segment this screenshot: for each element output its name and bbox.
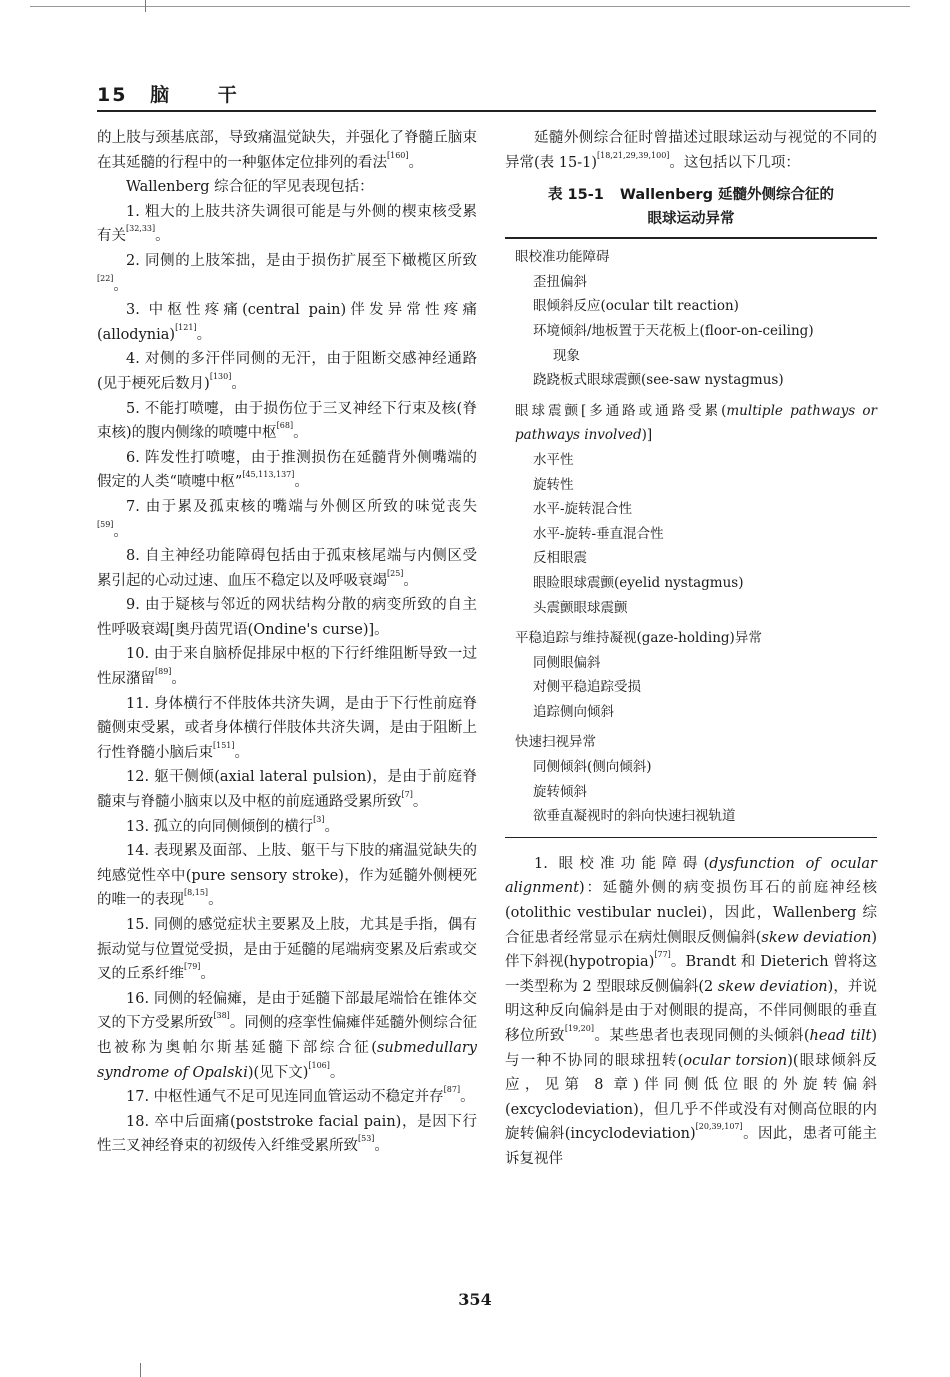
citation: [18,21,29,39,100] xyxy=(597,150,670,160)
table-row: 眼睑眼球震颤(eyelid nystagmus) xyxy=(533,574,744,591)
list-item: 18. 卒中后面痛(poststroke facial pain)，是因下行性三叉神经脊束的初级传入纤维受累所致[53]。 xyxy=(97,1113,477,1155)
table-bottom-rule xyxy=(505,837,877,838)
table-row: 同侧倾斜(侧向倾斜) xyxy=(533,759,652,776)
table-row: 水平-旋转混合性 xyxy=(533,501,633,518)
table-row: 追踪侧向倾斜 xyxy=(533,703,614,720)
citation: [45,113,137] xyxy=(242,470,295,480)
chapter-title-1: 脑 xyxy=(150,84,172,106)
list-item: 16. 同侧的轻偏瘫，是由于延髓下部最尾端恰在锥体交叉的下方受累所致[38]。同侧的痉挛性偏瘫伴延髓外侧综合征也被称为奥帕尔斯基延髓下部综合征(submedullary syndrome of Opalski)(见下文)[106]。 xyxy=(97,990,478,1081)
top-rule xyxy=(30,6,910,7)
citation: [79] xyxy=(184,962,201,972)
table-row: 歪扭偏斜 xyxy=(533,273,587,290)
table-row: 反相眼震 xyxy=(533,550,587,567)
paragraph: 延髓外侧综合征时曾描述过眼球运动与视觉的不同的异常(表 15-1)[18,21,29,39,100]。这包括以下几项： xyxy=(505,130,877,171)
crop-mark xyxy=(140,1363,141,1377)
table-row: 现象 xyxy=(553,347,580,364)
running-header xyxy=(97,80,239,107)
page-number: 354 xyxy=(458,1290,492,1309)
list-item: 9. 由于疑核与邻近的网状结构分散的病变所致的自主性呼吸衰竭[奥丹茵咒语(Ondine's curse)]。 xyxy=(97,597,477,638)
citation: [106] xyxy=(308,1060,330,1070)
list-item: 13. 孤立的向同侧倾倒的横行[3]。 xyxy=(126,814,340,835)
crop-mark xyxy=(145,0,146,12)
table-row: 欲垂直凝视时的斜向快速扫视轨道 xyxy=(533,808,736,825)
citation: [22] xyxy=(97,273,114,283)
citation: [77] xyxy=(654,950,671,960)
citation: [59] xyxy=(97,519,114,529)
citation: [130] xyxy=(209,371,232,381)
list-item: 4. 对侧的多汗伴同侧的无汗，由于阻断交感神经通路(见于梗死后数月)[130]。 xyxy=(97,351,477,392)
table-row: 跷跷板式眼球震颤(see-saw nystagmus) xyxy=(533,372,784,389)
intro-line: Wallenberg 综合征的罕见表现包括： xyxy=(126,179,374,196)
table-row: 对侧平稳追踪受损 xyxy=(533,679,641,696)
list-item: 1. 粗大的上肢共济失调很可能是与外侧的楔束核受累有关[32,33]。 xyxy=(97,203,477,245)
table-group xyxy=(515,245,877,393)
citation: [151] xyxy=(213,740,235,750)
list-item: 2. 同侧的上肢笨拙，是由于损伤扩展至下橄榄区所致[22]。 xyxy=(97,252,477,294)
list-item: 12. 躯干侧倾(axial lateral pulsion)，是由于前庭脊髓束与脊髓小脑束以及中枢的前庭通路受累所致[7]。 xyxy=(97,769,477,811)
chapter-number: 15 xyxy=(97,84,128,106)
table-group xyxy=(515,626,877,724)
list-item: 11. 身体横行不伴肢体共济失调，是由于下行性前庭脊髓侧束受累，或者身体横行伴肢体共济失调，是由于阻断上行性脊髓小脑后束[151]。 xyxy=(97,695,477,761)
group-title: 快速扫视异常 xyxy=(515,734,596,751)
list-item: 3. 中枢性疼痛(central pain)伴发异常性疼痛(allodynia)[121]。 xyxy=(97,302,477,343)
table-row: 旋转性 xyxy=(533,476,574,493)
list-item: 6. 阵发性打喷嚏，由于推测损伤在延髓背外侧嘴端的假定的人类“喷嚏中枢”[45,113,137]。 xyxy=(97,449,477,491)
table-row: 眼倾斜反应(ocular tilt reaction) xyxy=(533,298,739,315)
group-title: 眼校准功能障碍 xyxy=(515,249,610,266)
table-number: 表 15-1 xyxy=(548,187,604,204)
group-title: 眼球震颤[多通路或通路受累(multiple pathways or pathways involved)] xyxy=(515,402,877,444)
citation: [32,33] xyxy=(126,224,156,234)
table-row: 头震颤眼球震颤 xyxy=(533,599,628,616)
right-column xyxy=(505,126,877,1172)
chapter-title-2: 干 xyxy=(217,84,239,106)
list-item: 5. 不能打喷嚏，由于损伤位于三叉神经下行束及核(脊束核)的腹内侧缘的喷嚏中枢[68]。 xyxy=(97,400,477,442)
list-item: 7. 由于累及孤束核的嘴端与外侧区所致的味觉丧失[59]。 xyxy=(97,498,477,540)
group-title: 平稳追踪与维持凝视(gaze-holding)异常 xyxy=(515,630,762,647)
citation: [8,15] xyxy=(184,888,209,898)
citation: [89] xyxy=(155,667,172,677)
list-item: 8. 自主神经功能障碍包括由于孤束核尾端与内侧区受累引起的心动过速、血压不稳定以及呼吸衰竭[25]。 xyxy=(97,548,477,589)
list-item: 10. 由于来自脑桥促排尿中枢的下行纤维阻断导致一过性尿潴留[89]。 xyxy=(97,646,477,688)
table-row: 环境倾斜/地板置于天花板上(floor-on-ceiling) xyxy=(533,322,814,339)
citation: [87] xyxy=(443,1085,461,1095)
table-row: 旋转倾斜 xyxy=(533,783,587,800)
paragraph: 的上肢与颈基底部，导致痛温觉缺失，并强化了脊髓丘脑束在其延髓的行程中的一种躯体定位排列的看法[160]。 xyxy=(97,130,477,171)
table-row: 同侧眼偏斜 xyxy=(533,654,601,671)
citation: [25] xyxy=(387,568,404,578)
table-group xyxy=(515,730,877,828)
citation: [7] xyxy=(401,790,413,800)
table-caption: 表 15-1 Wallenberg 延髓外侧综合征的 眼球运动异常 xyxy=(548,187,834,228)
table-row: 水平性 xyxy=(533,451,574,468)
citation: [53] xyxy=(358,1134,375,1144)
citation: [19,20] xyxy=(564,1024,594,1033)
citation: [121] xyxy=(175,322,197,332)
paragraph: 1. 眼校准功能障碍(dysfunction of ocular alignment)：延髓外侧的病变损伤耳石的前庭神经核(otolithic vestibular nuclei)，因此，Wallenberg 综合征患者经常显示在病灶侧眼反侧偏斜(skew deviation)伴下斜视(hypotropia)[77]。Brandt 和 Dieterich 曾将这一类型称为 2 型眼球反侧偏斜(2 skew deviation)，并说明这种反向偏斜是由于对侧眼的提高，不伴同侧眼的垂直移位所致[19,20]。某些患者也表现同侧的头倾斜(head tilt)与一种不协同的眼球扭转(ocular torsion)(眼球倾斜反应，见第 8 章)伴同侧低位眼的外旋转偏斜(excyclodeviation)，但几乎不伴或没有对侧高位眼的内旋转偏斜(incyclodeviation)[20,39,107]。因此，患者可能主诉复视伴 xyxy=(505,855,878,1167)
table-group xyxy=(515,399,877,620)
list-item: 14. 表现累及面部、上肢、躯干与下肢的痛温觉缺失的纯感觉性卒中(pure sensory stroke)，作为延髓外侧梗死的唯一的表现[8,15]。 xyxy=(97,843,477,909)
table-body xyxy=(505,239,877,833)
left-column xyxy=(97,126,477,1159)
list-item: 15. 同侧的感觉症状主要累及上肢，尤其是手指，偶有振动觉与位置觉受损，是由于延髓的尾端病变累及后索或交叉的丘系纤维[79]。 xyxy=(97,917,477,983)
citation: [38] xyxy=(213,1011,230,1021)
list-item: 17. 中枢性通气不足可见连同血管运动不稳定并存[87]。 xyxy=(126,1085,475,1106)
citation: [3] xyxy=(313,814,325,824)
citation: [20,39,107] xyxy=(695,1122,743,1132)
citation: [160] xyxy=(387,150,409,160)
citation: [68] xyxy=(276,421,294,431)
header-rule xyxy=(97,110,876,112)
table-row: 水平-旋转-垂直混合性 xyxy=(533,525,664,542)
